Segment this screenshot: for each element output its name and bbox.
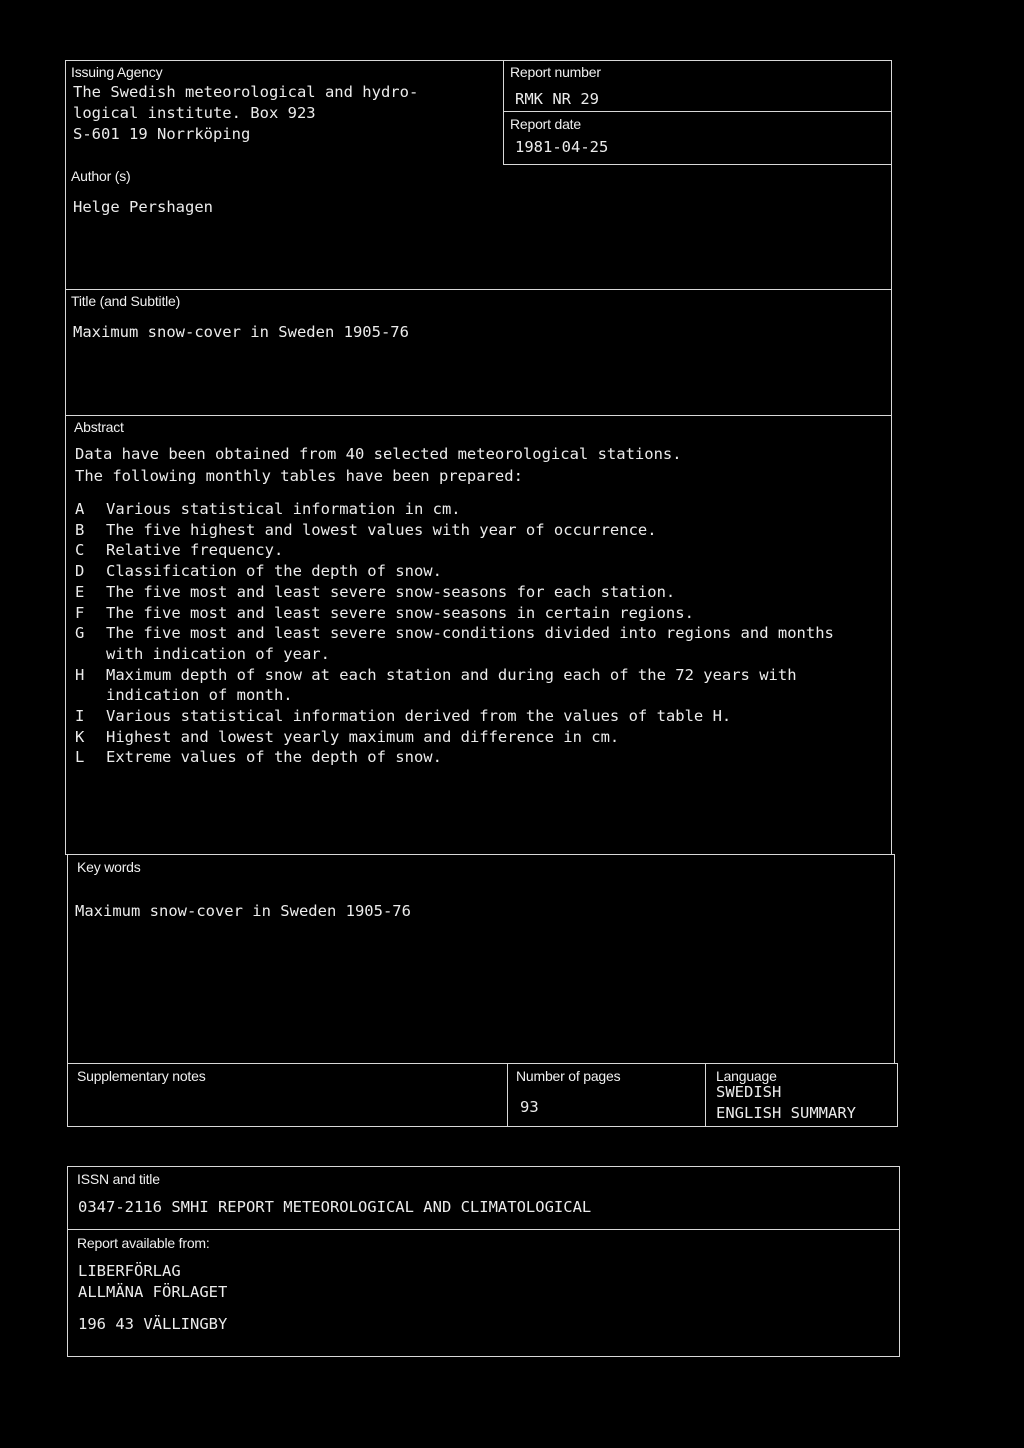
issuing-agency-line: S-601 19 Norrköping xyxy=(73,125,251,143)
abstract-list-item xyxy=(75,582,875,603)
title-bottom-divider xyxy=(65,415,892,416)
abstract-item-text: The five most and least severe snow-seasons for each station. xyxy=(106,582,676,601)
abstract-item-text: Various statistical information derived from the values of table H. xyxy=(106,707,732,726)
author-bottom-divider xyxy=(65,289,892,290)
number-of-pages-value: 93 xyxy=(520,1098,539,1116)
abstract-item-key: I xyxy=(75,707,85,726)
title-label: Title (and Subtitle) xyxy=(71,293,181,309)
key-words-label: Key words xyxy=(77,859,141,875)
language-value: ENGLISH SUMMARY xyxy=(716,1104,856,1122)
abstract-item-key: C xyxy=(75,541,85,560)
available-from-divider xyxy=(67,1229,900,1230)
issuing-agency-line: The Swedish meteorological and hydro- xyxy=(73,83,419,101)
available-from-line: ALLMÄNA FÖRLAGET xyxy=(78,1283,228,1301)
abstract-list-item xyxy=(75,561,875,582)
key-words-section xyxy=(67,854,895,1064)
issn-label: ISSN and title xyxy=(77,1171,160,1187)
abstract-list-item xyxy=(75,706,875,727)
abstract-item-key: B xyxy=(75,520,85,539)
abstract-table-list xyxy=(75,499,875,768)
language-divider xyxy=(705,1063,706,1127)
report-number-value: RMK NR 29 xyxy=(515,90,599,108)
abstract-intro: The following monthly tables have been prepared: xyxy=(75,467,523,485)
header-column-divider xyxy=(503,60,504,164)
abstract-item-text: Highest and lowest yearly maximum and difference in cm. xyxy=(106,727,620,746)
supplementary-notes-label: Supplementary notes xyxy=(77,1068,206,1084)
language-label: Language xyxy=(716,1068,777,1084)
abstract-intro: Data have been obtained from 40 selected meteorological stations. xyxy=(75,445,682,463)
pages-divider xyxy=(507,1063,508,1127)
abstract-list-item xyxy=(75,747,875,768)
abstract-item-key: K xyxy=(75,727,85,746)
issn-value: 0347-2116 SMHI REPORT METEOROLOGICAL AND CLIMATOLOGICAL xyxy=(78,1198,592,1216)
abstract-item-key: G xyxy=(75,624,85,643)
abstract-item-text: The five highest and lowest values with year of occurrence. xyxy=(106,520,657,539)
report-date-value: 1981-04-25 xyxy=(515,138,609,156)
abstract-item-text: Extreme values of the depth of snow. xyxy=(106,748,442,767)
abstract-list-item xyxy=(75,540,875,561)
abstract-item-text: Classification of the depth of snow. xyxy=(106,562,442,581)
available-from-line: 196 43 VÄLLINGBY xyxy=(78,1315,228,1333)
available-from-label: Report available from: xyxy=(77,1235,210,1251)
abstract-list-item xyxy=(75,499,875,520)
abstract-item-key: F xyxy=(75,603,85,622)
abstract-item-key: H xyxy=(75,665,85,684)
language-value: SWEDISH xyxy=(716,1083,782,1101)
author-label: Author (s) xyxy=(71,168,131,184)
available-from-line: LIBERFÖRLAG xyxy=(78,1262,181,1280)
issuing-agency-line: logical institute. Box 923 xyxy=(73,104,316,122)
abstract-item-text: The five most and least severe snow-seasons in certain regions. xyxy=(106,603,694,622)
abstract-item-text: Maximum depth of snow at each station and during each of the 72 years with indication of month. xyxy=(106,665,797,705)
report-number-divider xyxy=(503,111,892,112)
agency-bottom-divider xyxy=(503,164,892,165)
abstract-item-key: A xyxy=(75,500,85,518)
key-words-value: Maximum snow-cover in Sweden 1905-76 xyxy=(75,902,411,920)
abstract-list-item xyxy=(75,520,875,541)
number-of-pages-label: Number of pages xyxy=(516,1068,621,1084)
report-date-label: Report date xyxy=(510,116,581,132)
issuing-agency-label: Issuing Agency xyxy=(71,64,163,80)
abstract-item-text: Relative frequency. xyxy=(106,541,284,560)
abstract-list-item xyxy=(75,623,875,664)
abstract-item-key: E xyxy=(75,582,85,601)
abstract-item-key: L xyxy=(75,748,85,767)
report-number-label: Report number xyxy=(510,64,601,80)
abstract-list-item xyxy=(75,727,875,748)
author-value: Helge Pershagen xyxy=(73,198,213,216)
abstract-item-text: Various statistical information in cm. xyxy=(106,500,461,518)
title-value: Maximum snow-cover in Sweden 1905-76 xyxy=(73,323,409,341)
abstract-item-text: The five most and least severe snow-conditions divided into regions and months with indication of year. xyxy=(106,624,834,663)
abstract-label: Abstract xyxy=(74,419,124,435)
abstract-item-key: D xyxy=(75,562,85,581)
abstract-list-item xyxy=(75,665,875,706)
abstract-list-item xyxy=(75,603,875,624)
